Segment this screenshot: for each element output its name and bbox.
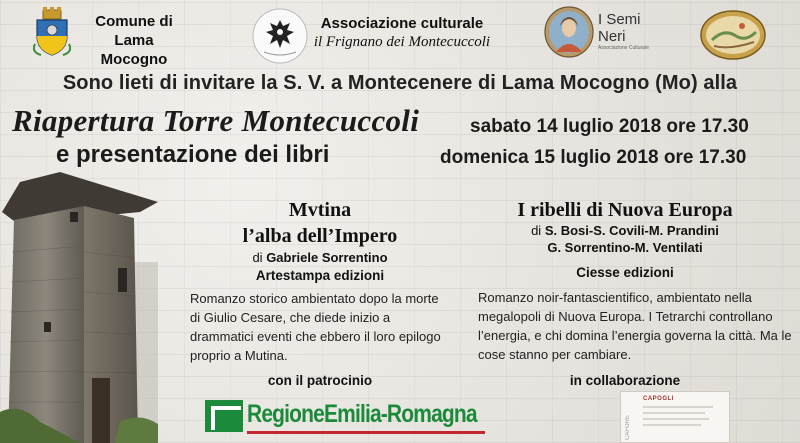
book2-title: I ribelli di Nuova Europa <box>517 199 733 221</box>
book1-author-name: Gabriele Sorrentino <box>266 250 388 265</box>
book1-author-prefix: di <box>252 250 263 265</box>
semi-neri-portrait-logo-icon <box>544 6 594 58</box>
book1-description: Romanzo storico ambientato dopo la morte di Giulio Cesare, che diede inizio a drammatici eventi che ebbero il loro epilogo proprio a Mutina. <box>190 291 441 363</box>
regione-name: RegioneEmilia-Romagna <box>247 400 477 428</box>
book1-author <box>180 250 460 265</box>
regione-emilia-romagna-logo <box>205 394 487 438</box>
semi-neri-line2: Neri <box>598 28 626 45</box>
semi-neri-sub: Associazione Culturale <box>598 45 649 51</box>
oval-painted-medallion-icon <box>700 10 766 60</box>
book2-authors-line2 <box>470 240 780 255</box>
association-name <box>312 14 492 52</box>
semi-neri-line1: I Semi <box>598 11 641 28</box>
book2-authors-a: S. Bosi-S. Covili-M. Prandini <box>544 223 719 238</box>
collaboration-label: in collaborazione <box>569 373 681 388</box>
event-date-1: sabato 14 luglio 2018 ore 17.30 <box>470 116 749 137</box>
regione-flag-icon <box>205 400 243 432</box>
event-date-2: domenica 15 luglio 2018 ore 17.30 <box>440 147 747 168</box>
comune-line1: Comune di <box>95 13 173 30</box>
patronage-label: con il patrocinio <box>267 373 373 388</box>
comune-line2: Lama Mocogno <box>100 32 168 68</box>
invite-line: Sono lieti di invitare la S. V. a Montecenere di Lama Mocogno (Mo) alla <box>62 72 738 94</box>
capogli-sponsor-card <box>620 391 730 443</box>
book2-publisher: Ciesse edizioni <box>576 265 674 280</box>
comune-name <box>80 12 188 69</box>
association-eagle-logo-icon <box>252 8 308 64</box>
capogli-side-text: CAFORE <box>625 414 631 440</box>
association-line2: il Frignano dei Montecuccoli <box>313 34 491 50</box>
event-title: Riapertura Torre Montecuccoli <box>12 103 420 138</box>
book1-publisher: Artestampa edizioni <box>255 268 385 283</box>
comune-coat-of-arms-icon <box>33 6 71 56</box>
capogli-line <box>643 424 701 426</box>
book2-authors-line1 <box>470 223 780 238</box>
capogli-line <box>643 406 713 408</box>
capogli-head: CAPOGLI <box>643 396 674 402</box>
association-line1: Associazione culturale <box>320 15 484 32</box>
book2-description: Romanzo noir-fantascientifico, ambientato nella megalopoli di Nuova Europa. I Tetrarchi controllano l’energia, e chi domina l’energia governa la città. Ma le cose stanno per cambiare. <box>478 290 792 362</box>
regione-underline <box>247 431 485 434</box>
event-subtitle: e presentazione dei libri <box>56 141 330 168</box>
book1-title: Mvtina <box>288 199 352 221</box>
semi-neri-name <box>598 11 649 52</box>
capogli-line <box>643 412 705 414</box>
tower-photo <box>0 172 158 443</box>
capogli-line <box>643 418 709 420</box>
book1-subtitle: l’alba dell’Impero <box>242 225 398 247</box>
book2-authors-b: G. Sorrentino-M. Ventilati <box>547 240 703 255</box>
book2-author-prefix: di <box>531 223 542 238</box>
